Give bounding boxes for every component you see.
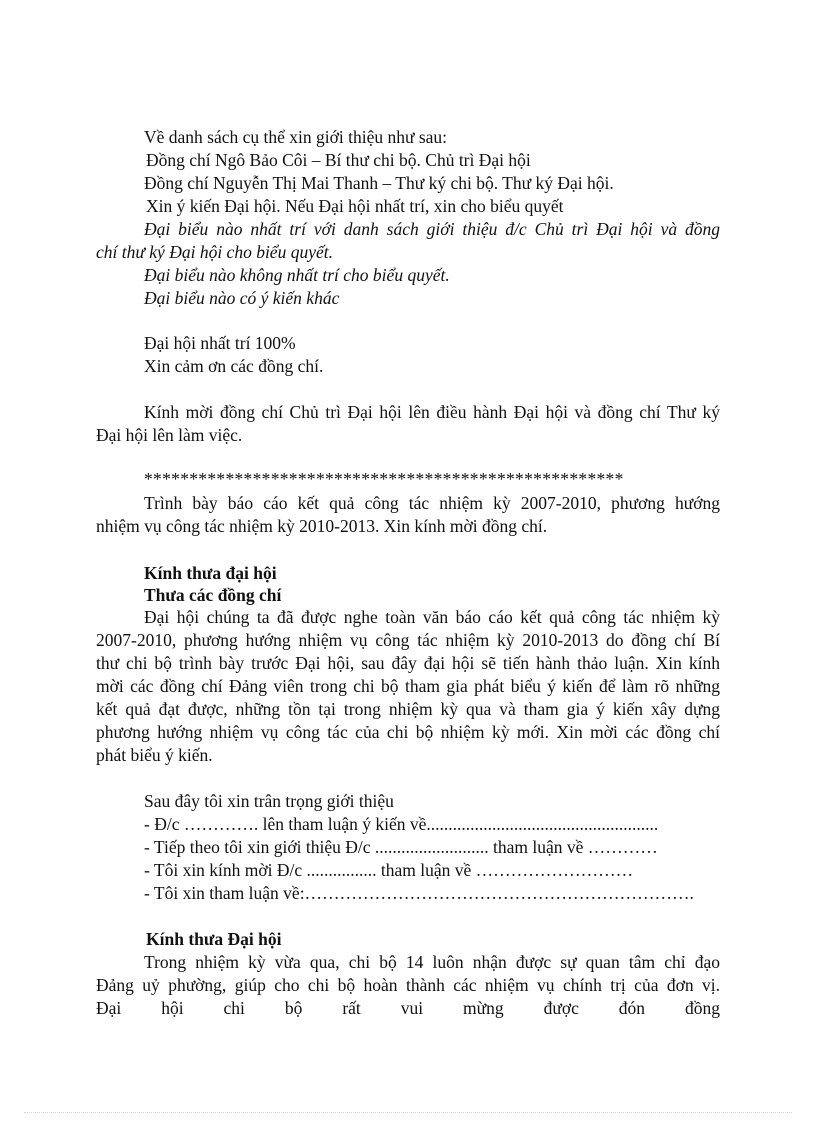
text-line: Trình bày báo cáo kết quả công tác nhiệm kỳ 2007-2010, phương hướng [144,493,720,513]
text-line: Đại hội lên làm việc. [96,425,243,445]
text-line: Đại biểu nào không nhất trí cho biểu quyết. [144,265,450,285]
text-line: Kính mời đồng chí Chủ trì Đại hội lên điều hành Đại hội và đồng chí Thư ký [144,402,720,422]
heading: Kính thưa đại hội [144,563,277,583]
separator-stars: ***************************************************** [144,469,624,489]
page-bottom-divider [24,1112,792,1113]
text-line: phát biểu ý kiến. [96,745,213,765]
text-line: Đại hội chúng ta đã được nghe toàn văn báo cáo kết quả công tác nhiệm kỳ [144,607,720,627]
text-line: phương hướng nhiệm vụ công tác của chi bộ nhiệm kỳ mới. Xin mời các đồng chí [96,722,720,742]
list-item: - Tôi xin tham luận về:…………………………………………………………. [144,883,694,903]
list-item: - Tiếp theo tôi xin giới thiệu Đ/c .......................... tham luận về ………… [144,837,658,857]
text-line: Về danh sách cụ thể xin giới thiệu như sau: [144,127,448,147]
text-line: Đồng chí Nguyễn Thị Mai Thanh – Thư ký chi bộ. Thư ký Đại hội. [144,173,614,193]
text-line: Trong nhiệm kỳ vừa qua, chi bộ 14 luôn nhận được sự quan tâm chỉ đạo [144,952,720,972]
text-line: 2007-2010, phương hướng nhiệm vụ công tác nhiệm kỳ 2010-2013 do đồng chí Bí [96,630,720,650]
text-line: thư chi bộ trình bày trước Đại hội, sau đây đại hội sẽ tiến hành thảo luận. Xin kính [96,653,720,673]
heading: Thưa các đồng chí [144,585,282,605]
text-line: mời các đồng chí Đảng viên trong chi bộ tham gia phát biểu ý kiến để làm rõ những [96,676,720,696]
text-line: Đảng uỷ phường, giúp cho chi bộ hoàn thành các nhiệm vụ chính trị của đơn vị. [96,975,720,995]
text-line: Đại biểu nào nhất trí với danh sách giới thiệu đ/c Chủ trì Đại hội và đồng [144,219,720,239]
text-line: Sau đây tôi xin trân trọng giới thiệu [144,791,394,811]
text-line: Đại hội chi bộ rất vui mừng được đón đồng [96,998,720,1018]
text-line: chí thư ký Đại hội cho biểu quyết. [96,242,333,262]
list-item: - Tôi xin kính mời Đ/c ................ tham luận về ……………………… [144,860,634,880]
text-line: Đại biểu nào có ý kiến khác [144,288,340,308]
text-line: nhiệm vụ công tác nhiệm kỳ 2010-2013. Xin kính mời đồng chí. [96,516,548,536]
text-line: kết quả đạt được, những tồn tại trong nhiệm kỳ qua và tham gia ý kiến xây dựng [96,699,720,719]
text-line: Xin cảm ơn các đồng chí. [144,356,324,376]
text-line: Xin ý kiến Đại hội. Nếu Đại hội nhất trí, xin cho biểu quyết [146,196,564,216]
text-line: Đại hội nhất trí 100% [144,333,296,353]
text-line: Đồng chí Ngô Bảo Côi – Bí thư chi bộ. Chủ trì Đại hội [146,150,531,170]
list-item: - Đ/c …………. lên tham luận ý kiến về..................................................... [144,814,659,834]
heading: Kính thưa Đại hội [146,929,282,949]
